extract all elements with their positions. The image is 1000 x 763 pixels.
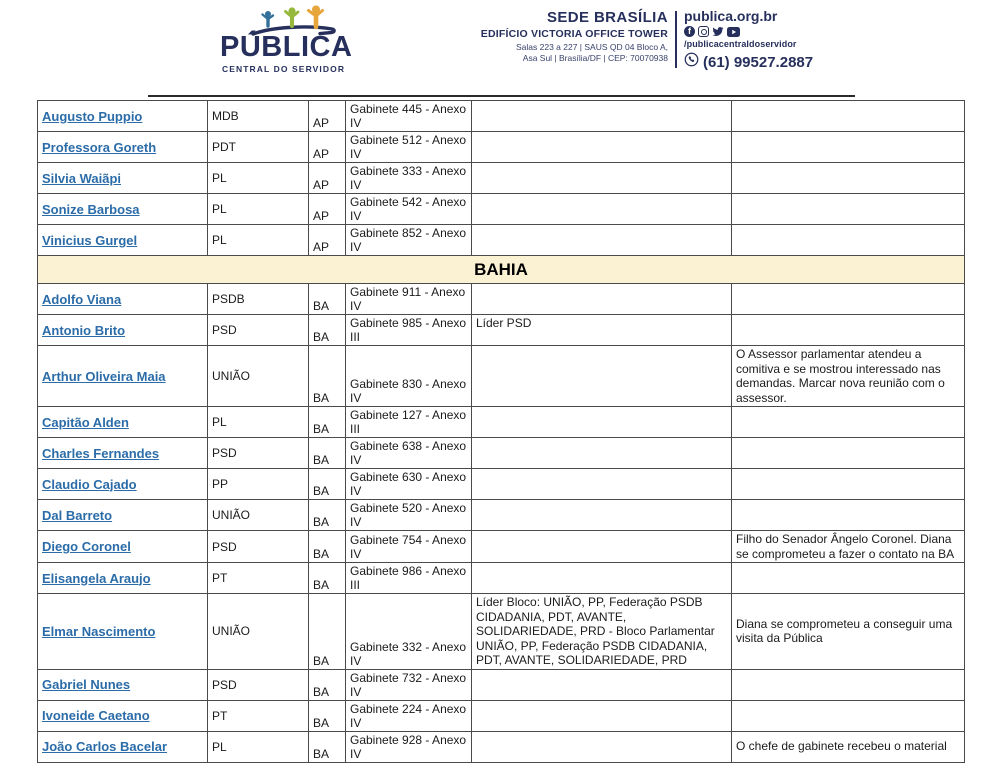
party-cell: UNIÃO [208,500,309,531]
notes-cell [732,407,965,438]
page-break-line [148,95,855,97]
leadership-cell [472,731,732,762]
twitter-icon [712,26,724,37]
state-cell: AP [309,101,346,132]
party-cell: UNIÃO [208,346,309,407]
office-title: SEDE BRASÍLIA [546,9,668,26]
state-cell: BA [309,500,346,531]
header-divider [675,11,677,68]
leadership-cell [472,700,732,731]
leadership-cell [472,500,732,531]
notes-cell [732,163,965,194]
notes-cell: Filho do Senador Ângelo Coronel. Diana se comprometeu a fazer o contato na BA [732,531,965,563]
name-cell [38,563,208,594]
office-cell: Gabinete 332 - Anexo IV [346,594,472,670]
office-cell: Gabinete 333 - Anexo IV [346,163,472,194]
deputy-link[interactable]: Elmar Nascimento [42,623,156,639]
leadership-cell [472,669,732,700]
deputy-link[interactable]: João Carlos Bacelar [42,739,168,754]
name-cell [38,469,208,500]
office-cell: Gabinete 754 - Anexo IV [346,531,472,563]
notes-cell [732,284,965,315]
party-cell: PP [208,469,309,500]
table-row [38,225,965,256]
party-cell: PL [208,407,309,438]
leadership-cell [472,132,732,163]
deputy-link[interactable]: Claudio Cajado [42,476,137,492]
office-cell: Gabinete 445 - Anexo IV [346,101,472,132]
table-row [38,132,965,163]
state-cell: BA [309,594,346,670]
name-cell [38,101,208,132]
name-cell [38,132,208,163]
leadership-cell: Líder PSD [472,315,732,346]
deputy-link[interactable]: Augusto Puppio [42,108,143,124]
table-row [38,563,965,594]
state-cell: AP [309,132,346,163]
phone-number: (61) 99527.2887 [703,53,814,71]
party-cell: PSD [208,315,309,346]
office-address-line1: Salas 223 a 227 | SAUS QD 04 Bloco A, [516,42,668,52]
party-cell: PSD [208,531,309,563]
notes-cell [732,700,965,731]
phone-row [684,52,813,72]
leadership-cell [472,563,732,594]
office-cell: Gabinete 224 - Anexo IV [346,700,472,731]
state-cell: BA [309,731,346,762]
state-cell: BA [309,346,346,407]
party-cell: PDT [208,132,309,163]
state-cell: BA [309,315,346,346]
table-row [38,315,965,346]
state-cell: BA [309,669,346,700]
deputy-link[interactable]: Professora Goreth [42,139,157,155]
table-row [38,438,965,469]
party-cell: PL [208,225,309,256]
notes-cell [732,132,965,163]
office-cell: Gabinete 732 - Anexo IV [346,669,472,700]
state-cell: BA [309,284,346,315]
name-cell [38,438,208,469]
leadership-cell [472,194,732,225]
office-cell: Gabinete 830 - Anexo IV [346,346,472,407]
name-cell [38,669,208,700]
notes-cell: O chefe de gabinete recebeu o material [732,731,965,762]
name-cell [38,194,208,225]
notes-cell [732,225,965,256]
table-row [38,163,965,194]
deputy-link[interactable]: Gabriel Nunes [42,677,131,692]
deputy-link[interactable]: Sonize Barbosa [42,201,140,217]
whatsapp-icon [684,52,699,72]
name-cell [38,315,208,346]
leadership-cell [472,407,732,438]
state-cell: BA [309,700,346,731]
name-cell [38,731,208,762]
deputy-link[interactable]: Capitão Alden [42,414,129,430]
state-cell: BA [309,469,346,500]
notes-cell [732,194,965,225]
social-icons-row [684,26,813,37]
website-url: publica.org.br [684,8,778,24]
office-address-block [470,9,668,63]
table-row [38,469,965,500]
deputy-link[interactable]: Vinicius Gurgel [42,232,138,248]
name-cell [38,346,208,407]
notes-cell [732,101,965,132]
party-cell: PSDB [208,284,309,315]
party-cell: PL [208,194,309,225]
state-cell: BA [309,531,346,563]
leadership-cell [472,101,732,132]
table-row [38,407,965,438]
table-row [38,669,965,700]
deputy-link[interactable]: Diego Coronel [42,539,131,554]
table-row [38,700,965,731]
deputy-link[interactable]: Silvia Waiãpi [42,170,121,186]
youtube-icon [727,27,740,37]
notes-cell [732,438,965,469]
office-cell: Gabinete 985 - Anexo III [346,315,472,346]
table-row [38,101,965,132]
name-cell [38,225,208,256]
notes-cell: O Assessor parlamentar atendeu a comitiva e se mostrou interessado nas demandas. Marcar nova reunião com o assessor. [732,346,965,407]
office-cell: Gabinete 630 - Anexo IV [346,469,472,500]
party-cell: MDB [208,101,309,132]
party-cell: PL [208,163,309,194]
leadership-cell [472,531,732,563]
table-row [38,284,965,315]
leadership-cell: Líder Bloco: UNIÃO, PP, Federação PSDB CIDADANIA, PDT, AVANTE, SOLIDARIEDADE, PRD - Bloco Parlamentar UNIÃO, PP, Federação PSDB CIDADANIA, PDT, AVANTE, SOLIDARIEDADE, PRD [472,594,732,670]
notes-cell [732,669,965,700]
party-cell: PT [208,700,309,731]
notes-cell [732,500,965,531]
state-cell: AP [309,163,346,194]
office-cell: Gabinete 638 - Anexo IV [346,438,472,469]
state-cell: AP [309,225,346,256]
leadership-cell [472,346,732,407]
name-cell [38,594,208,670]
office-cell: Gabinete 852 - Anexo IV [346,225,472,256]
name-cell [38,163,208,194]
party-cell: UNIÃO [208,594,309,670]
office-cell: Gabinete 986 - Anexo III [346,563,472,594]
deputy-link[interactable]: Charles Fernandes [42,445,160,461]
notes-cell: Diana se comprometeu a conseguir uma visita da Pública [732,594,965,670]
party-cell: PT [208,563,309,594]
name-cell [38,531,208,563]
brand-name: PÚBLICA [220,31,353,63]
instagram-icon [698,26,709,37]
deputy-link[interactable]: Ivoneide Caetano [42,708,150,723]
office-building: EDIFÍCIO VICTORIA OFFICE TOWER [480,28,668,40]
party-cell: PL [208,731,309,762]
contact-block [684,8,813,72]
state-section-row [38,256,965,284]
leadership-cell [472,284,732,315]
leadership-cell [472,438,732,469]
name-cell [38,500,208,531]
office-cell: Gabinete 928 - Anexo IV [346,731,472,762]
deputy-link[interactable]: Elisangela Araujo [42,570,151,586]
notes-cell [732,315,965,346]
office-cell: Gabinete 127 - Anexo III [346,407,472,438]
leadership-cell [472,225,732,256]
brand-tagline: CENTRAL DO SERVIDOR [222,64,346,74]
table-row [38,500,965,531]
table-row [38,594,965,670]
office-cell: Gabinete 512 - Anexo IV [346,132,472,163]
office-address-line2: Asa Sul | Brasília/DF | CEP: 70070938 [522,53,668,63]
notes-cell [732,469,965,500]
notes-cell [732,563,965,594]
social-handle: /publicacentraldoservidor [684,39,797,49]
section-header-bahia: BAHIA [38,256,965,284]
leadership-cell [472,469,732,500]
name-cell [38,284,208,315]
deputy-link[interactable]: Adolfo Viana [42,291,122,307]
table-row [38,194,965,225]
state-cell: BA [309,563,346,594]
state-cell: BA [309,407,346,438]
party-cell: PSD [208,669,309,700]
name-cell [38,700,208,731]
facebook-icon: f [684,26,695,37]
state-cell: AP [309,194,346,225]
name-cell [38,407,208,438]
table-row [38,731,965,762]
state-cell: BA [309,438,346,469]
party-cell: PSD [208,438,309,469]
leadership-cell [472,163,732,194]
deputy-link[interactable]: Dal Barreto [42,507,113,523]
table-row [38,531,965,563]
office-cell: Gabinete 520 - Anexo IV [346,500,472,531]
office-cell: Gabinete 911 - Anexo IV [346,284,472,315]
deputy-link[interactable]: Arthur Oliveira Maia [42,368,166,384]
table-row [38,346,965,407]
deputy-link[interactable]: Antonio Brito [42,322,126,338]
office-cell: Gabinete 542 - Anexo IV [346,194,472,225]
deputies-table [37,100,965,763]
